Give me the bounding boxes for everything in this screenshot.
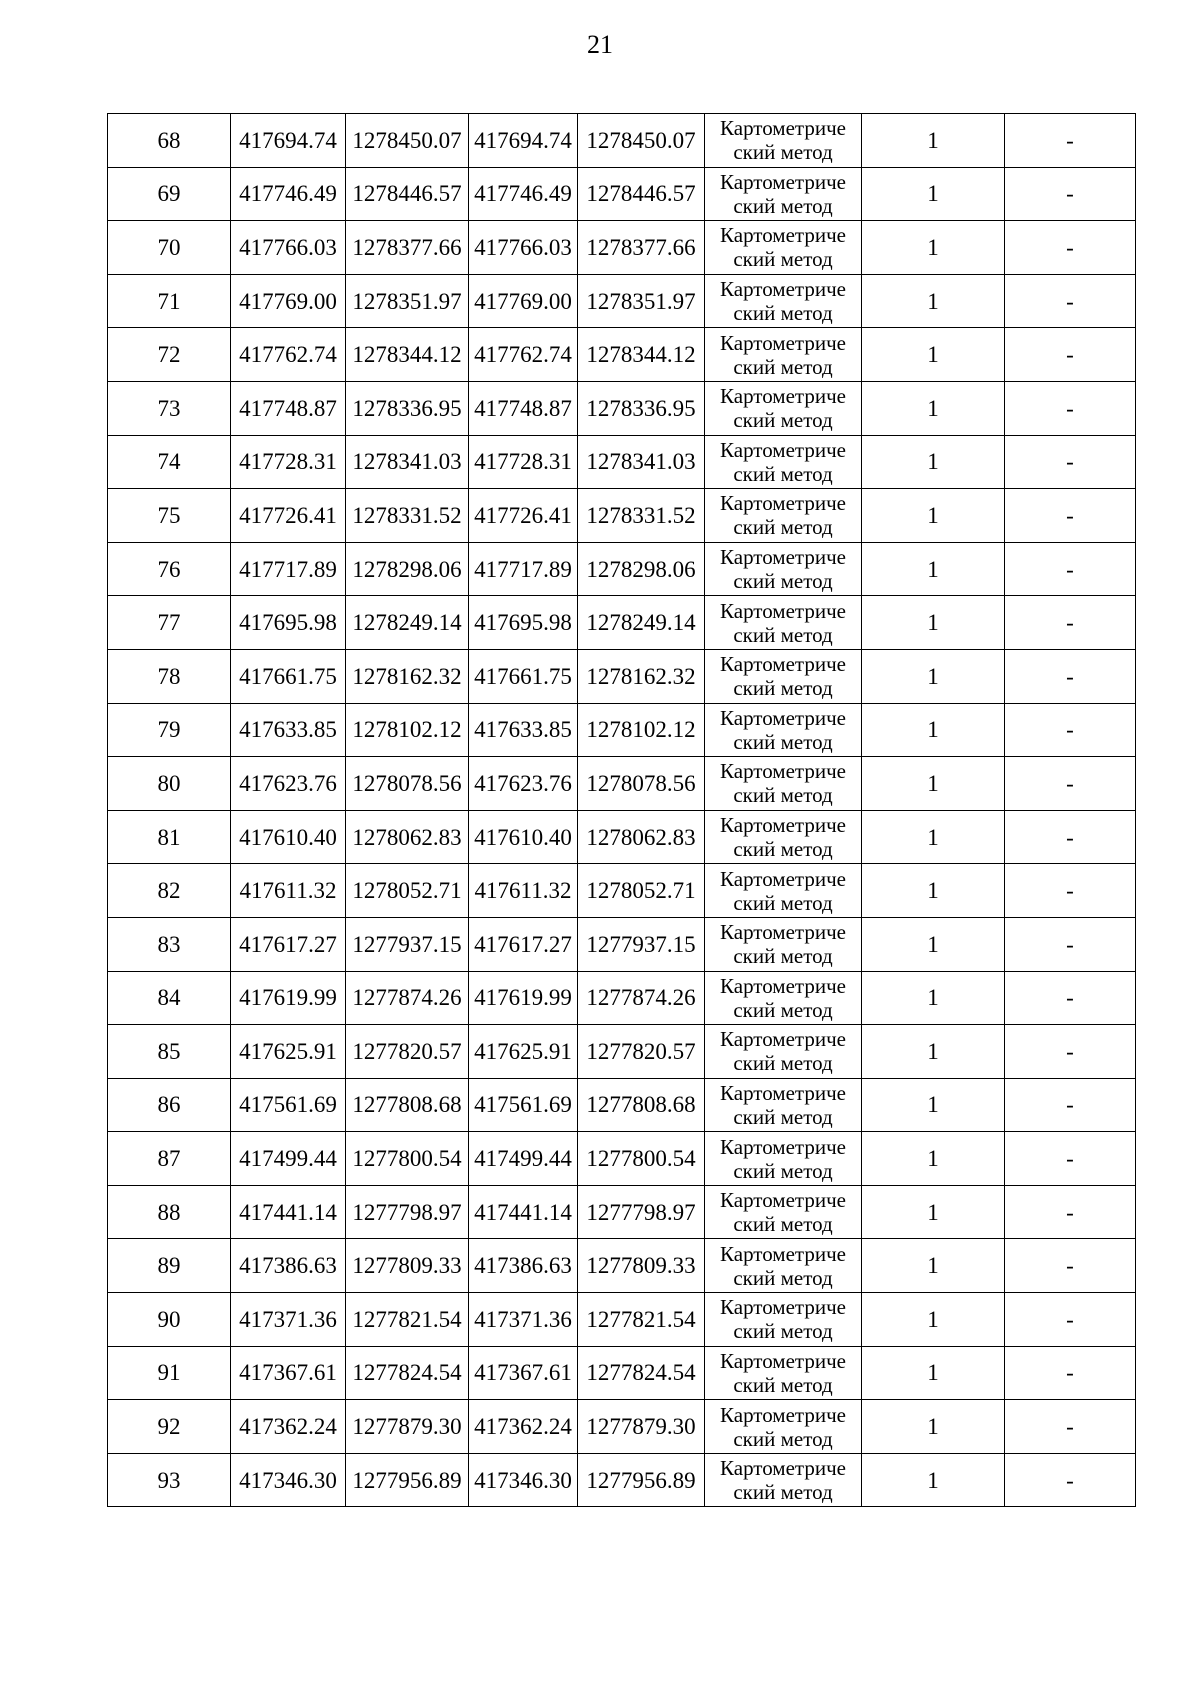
table-row <box>108 489 1136 543</box>
point-number-cell: 84 <box>108 971 231 1025</box>
table-row <box>108 167 1136 221</box>
precision-cell: 1 <box>862 1239 1005 1293</box>
note-cell: - <box>1005 274 1136 328</box>
existing-y-cell: 1277937.15 <box>346 917 469 971</box>
existing-x-cell: 417762.74 <box>231 328 346 382</box>
refined-x-cell: 417441.14 <box>469 1185 578 1239</box>
refined-y-cell: 1277820.57 <box>578 1025 705 1079</box>
method-cell: Картометриче ский метод <box>705 328 862 382</box>
page-number: 21 <box>587 30 613 59</box>
table-row <box>108 917 1136 971</box>
point-number-cell: 91 <box>108 1346 231 1400</box>
point-number-cell: 68 <box>108 114 231 168</box>
refined-y-cell: 1277821.54 <box>578 1293 705 1347</box>
existing-x-cell: 417441.14 <box>231 1185 346 1239</box>
note-cell: - <box>1005 114 1136 168</box>
precision-cell: 1 <box>862 757 1005 811</box>
existing-y-cell: 1278062.83 <box>346 810 469 864</box>
precision-cell: 1 <box>862 1453 1005 1507</box>
existing-y-cell: 1278351.97 <box>346 274 469 328</box>
coordinates-table-body <box>108 114 1136 1507</box>
existing-x-cell: 417611.32 <box>231 864 346 918</box>
point-number-cell: 90 <box>108 1293 231 1347</box>
point-number-cell: 73 <box>108 381 231 435</box>
existing-x-cell: 417661.75 <box>231 649 346 703</box>
existing-y-cell: 1278341.03 <box>346 435 469 489</box>
note-cell: - <box>1005 1400 1136 1454</box>
table-row <box>108 1453 1136 1507</box>
existing-y-cell: 1277879.30 <box>346 1400 469 1454</box>
note-cell: - <box>1005 810 1136 864</box>
table-row <box>108 1025 1136 1079</box>
note-cell: - <box>1005 1239 1136 1293</box>
existing-y-cell: 1278249.14 <box>346 596 469 650</box>
table-row <box>108 274 1136 328</box>
precision-cell: 1 <box>862 1400 1005 1454</box>
note-cell: - <box>1005 1185 1136 1239</box>
table-row <box>108 1185 1136 1239</box>
method-cell: Картометриче ский метод <box>705 221 862 275</box>
existing-x-cell: 417695.98 <box>231 596 346 650</box>
refined-x-cell: 417367.61 <box>469 1346 578 1400</box>
existing-y-cell: 1278078.56 <box>346 757 469 811</box>
refined-x-cell: 417717.89 <box>469 542 578 596</box>
note-cell: - <box>1005 489 1136 543</box>
point-number-cell: 75 <box>108 489 231 543</box>
precision-cell: 1 <box>862 381 1005 435</box>
method-cell: Картометриче ский метод <box>705 542 862 596</box>
refined-x-cell: 417611.32 <box>469 864 578 918</box>
precision-cell: 1 <box>862 810 1005 864</box>
table-row <box>108 864 1136 918</box>
refined-x-cell: 417694.74 <box>469 114 578 168</box>
refined-y-cell: 1278344.12 <box>578 328 705 382</box>
point-number-cell: 77 <box>108 596 231 650</box>
note-cell: - <box>1005 542 1136 596</box>
table-row <box>108 757 1136 811</box>
point-number-cell: 69 <box>108 167 231 221</box>
table-row <box>108 596 1136 650</box>
table-row <box>108 1132 1136 1186</box>
method-cell: Картометриче ский метод <box>705 757 862 811</box>
precision-cell: 1 <box>862 1293 1005 1347</box>
precision-cell: 1 <box>862 1132 1005 1186</box>
existing-x-cell: 417728.31 <box>231 435 346 489</box>
precision-cell: 1 <box>862 489 1005 543</box>
existing-y-cell: 1277824.54 <box>346 1346 469 1400</box>
existing-y-cell: 1277820.57 <box>346 1025 469 1079</box>
point-number-cell: 92 <box>108 1400 231 1454</box>
point-number-cell: 71 <box>108 274 231 328</box>
existing-x-cell: 417766.03 <box>231 221 346 275</box>
refined-y-cell: 1278351.97 <box>578 274 705 328</box>
refined-y-cell: 1277798.97 <box>578 1185 705 1239</box>
table-row <box>108 1078 1136 1132</box>
refined-x-cell: 417695.98 <box>469 596 578 650</box>
existing-y-cell: 1278377.66 <box>346 221 469 275</box>
existing-x-cell: 417748.87 <box>231 381 346 435</box>
method-cell: Картометриче ский метод <box>705 435 862 489</box>
existing-y-cell: 1278344.12 <box>346 328 469 382</box>
method-cell: Картометриче ский метод <box>705 167 862 221</box>
refined-y-cell: 1277879.30 <box>578 1400 705 1454</box>
refined-y-cell: 1277809.33 <box>578 1239 705 1293</box>
existing-y-cell: 1277821.54 <box>346 1293 469 1347</box>
refined-x-cell: 417362.24 <box>469 1400 578 1454</box>
note-cell: - <box>1005 381 1136 435</box>
method-cell: Картометриче ский метод <box>705 1185 862 1239</box>
table-row <box>108 328 1136 382</box>
refined-y-cell: 1277874.26 <box>578 971 705 1025</box>
table-row <box>108 221 1136 275</box>
note-cell: - <box>1005 1453 1136 1507</box>
existing-x-cell: 417346.30 <box>231 1453 346 1507</box>
point-number-cell: 70 <box>108 221 231 275</box>
refined-x-cell: 417625.91 <box>469 1025 578 1079</box>
existing-y-cell: 1278450.07 <box>346 114 469 168</box>
note-cell: - <box>1005 864 1136 918</box>
refined-x-cell: 417371.36 <box>469 1293 578 1347</box>
refined-y-cell: 1278062.83 <box>578 810 705 864</box>
note-cell: - <box>1005 596 1136 650</box>
refined-x-cell: 417766.03 <box>469 221 578 275</box>
existing-y-cell: 1277874.26 <box>346 971 469 1025</box>
refined-y-cell: 1278341.03 <box>578 435 705 489</box>
precision-cell: 1 <box>862 1346 1005 1400</box>
method-cell: Картометриче ский метод <box>705 596 862 650</box>
refined-x-cell: 417561.69 <box>469 1078 578 1132</box>
note-cell: - <box>1005 328 1136 382</box>
method-cell: Картометриче ский метод <box>705 971 862 1025</box>
table-row <box>108 381 1136 435</box>
existing-x-cell: 417746.49 <box>231 167 346 221</box>
method-cell: Картометриче ский метод <box>705 1346 862 1400</box>
existing-x-cell: 417499.44 <box>231 1132 346 1186</box>
note-cell: - <box>1005 221 1136 275</box>
point-number-cell: 81 <box>108 810 231 864</box>
note-cell: - <box>1005 917 1136 971</box>
point-number-cell: 79 <box>108 703 231 757</box>
refined-y-cell: 1277824.54 <box>578 1346 705 1400</box>
existing-y-cell: 1278162.32 <box>346 649 469 703</box>
table-row <box>108 542 1136 596</box>
table-row <box>108 810 1136 864</box>
point-number-cell: 74 <box>108 435 231 489</box>
method-cell: Картометриче ский метод <box>705 114 862 168</box>
refined-y-cell: 1278446.57 <box>578 167 705 221</box>
existing-x-cell: 417561.69 <box>231 1078 346 1132</box>
refined-y-cell: 1278249.14 <box>578 596 705 650</box>
refined-x-cell: 417346.30 <box>469 1453 578 1507</box>
method-cell: Картометриче ский метод <box>705 649 862 703</box>
table-row <box>108 649 1136 703</box>
refined-y-cell: 1278078.56 <box>578 757 705 811</box>
existing-x-cell: 417367.61 <box>231 1346 346 1400</box>
method-cell: Картометриче ский метод <box>705 274 862 328</box>
precision-cell: 1 <box>862 1078 1005 1132</box>
precision-cell: 1 <box>862 435 1005 489</box>
existing-x-cell: 417617.27 <box>231 917 346 971</box>
method-cell: Картометриче ский метод <box>705 810 862 864</box>
existing-x-cell: 417717.89 <box>231 542 346 596</box>
table-row <box>108 435 1136 489</box>
refined-x-cell: 417748.87 <box>469 381 578 435</box>
point-number-cell: 87 <box>108 1132 231 1186</box>
note-cell: - <box>1005 649 1136 703</box>
point-number-cell: 76 <box>108 542 231 596</box>
precision-cell: 1 <box>862 649 1005 703</box>
refined-y-cell: 1278336.95 <box>578 381 705 435</box>
note-cell: - <box>1005 1078 1136 1132</box>
coordinates-table <box>107 113 1136 1507</box>
method-cell: Картометриче ский метод <box>705 1400 862 1454</box>
precision-cell: 1 <box>862 596 1005 650</box>
note-cell: - <box>1005 1132 1136 1186</box>
note-cell: - <box>1005 1025 1136 1079</box>
refined-y-cell: 1277800.54 <box>578 1132 705 1186</box>
method-cell: Картометриче ский метод <box>705 703 862 757</box>
method-cell: Картометриче ский метод <box>705 1293 862 1347</box>
method-cell: Картометриче ский метод <box>705 1453 862 1507</box>
table-row <box>108 1400 1136 1454</box>
refined-x-cell: 417610.40 <box>469 810 578 864</box>
refined-y-cell: 1277937.15 <box>578 917 705 971</box>
existing-y-cell: 1277798.97 <box>346 1185 469 1239</box>
method-cell: Картометриче ский метод <box>705 864 862 918</box>
point-number-cell: 80 <box>108 757 231 811</box>
table-row <box>108 1293 1136 1347</box>
method-cell: Картометриче ский метод <box>705 1239 862 1293</box>
existing-y-cell: 1278298.06 <box>346 542 469 596</box>
point-number-cell: 93 <box>108 1453 231 1507</box>
method-cell: Картометриче ский метод <box>705 1132 862 1186</box>
point-number-cell: 89 <box>108 1239 231 1293</box>
refined-y-cell: 1278377.66 <box>578 221 705 275</box>
note-cell: - <box>1005 703 1136 757</box>
refined-y-cell: 1278102.12 <box>578 703 705 757</box>
precision-cell: 1 <box>862 221 1005 275</box>
refined-x-cell: 417728.31 <box>469 435 578 489</box>
existing-x-cell: 417623.76 <box>231 757 346 811</box>
existing-y-cell: 1277956.89 <box>346 1453 469 1507</box>
point-number-cell: 83 <box>108 917 231 971</box>
precision-cell: 1 <box>862 1025 1005 1079</box>
point-number-cell: 72 <box>108 328 231 382</box>
point-number-cell: 88 <box>108 1185 231 1239</box>
precision-cell: 1 <box>862 542 1005 596</box>
existing-x-cell: 417386.63 <box>231 1239 346 1293</box>
existing-y-cell: 1277800.54 <box>346 1132 469 1186</box>
refined-y-cell: 1277808.68 <box>578 1078 705 1132</box>
refined-x-cell: 417633.85 <box>469 703 578 757</box>
existing-x-cell: 417362.24 <box>231 1400 346 1454</box>
table-row <box>108 971 1136 1025</box>
refined-x-cell: 417623.76 <box>469 757 578 811</box>
point-number-cell: 86 <box>108 1078 231 1132</box>
precision-cell: 1 <box>862 971 1005 1025</box>
existing-x-cell: 417726.41 <box>231 489 346 543</box>
existing-y-cell: 1278331.52 <box>346 489 469 543</box>
existing-x-cell: 417694.74 <box>231 114 346 168</box>
point-number-cell: 82 <box>108 864 231 918</box>
existing-x-cell: 417371.36 <box>231 1293 346 1347</box>
existing-y-cell: 1277809.33 <box>346 1239 469 1293</box>
refined-y-cell: 1278052.71 <box>578 864 705 918</box>
table-row <box>108 1239 1136 1293</box>
table-row <box>108 114 1136 168</box>
note-cell: - <box>1005 971 1136 1025</box>
note-cell: - <box>1005 1293 1136 1347</box>
refined-x-cell: 417661.75 <box>469 649 578 703</box>
table-row <box>108 1346 1136 1400</box>
refined-x-cell: 417499.44 <box>469 1132 578 1186</box>
existing-x-cell: 417625.91 <box>231 1025 346 1079</box>
note-cell: - <box>1005 167 1136 221</box>
precision-cell: 1 <box>862 1185 1005 1239</box>
note-cell: - <box>1005 1346 1136 1400</box>
refined-x-cell: 417762.74 <box>469 328 578 382</box>
precision-cell: 1 <box>862 114 1005 168</box>
precision-cell: 1 <box>862 864 1005 918</box>
existing-y-cell: 1278446.57 <box>346 167 469 221</box>
precision-cell: 1 <box>862 167 1005 221</box>
existing-y-cell: 1278052.71 <box>346 864 469 918</box>
precision-cell: 1 <box>862 328 1005 382</box>
refined-x-cell: 417726.41 <box>469 489 578 543</box>
refined-x-cell: 417746.49 <box>469 167 578 221</box>
precision-cell: 1 <box>862 703 1005 757</box>
existing-x-cell: 417769.00 <box>231 274 346 328</box>
refined-x-cell: 417386.63 <box>469 1239 578 1293</box>
method-cell: Картометриче ский метод <box>705 1078 862 1132</box>
refined-y-cell: 1278162.32 <box>578 649 705 703</box>
existing-y-cell: 1277808.68 <box>346 1078 469 1132</box>
refined-x-cell: 417769.00 <box>469 274 578 328</box>
refined-x-cell: 417619.99 <box>469 971 578 1025</box>
method-cell: Картометриче ский метод <box>705 489 862 543</box>
method-cell: Картометриче ский метод <box>705 381 862 435</box>
existing-y-cell: 1278336.95 <box>346 381 469 435</box>
table-row <box>108 703 1136 757</box>
existing-y-cell: 1278102.12 <box>346 703 469 757</box>
refined-y-cell: 1277956.89 <box>578 1453 705 1507</box>
refined-y-cell: 1278298.06 <box>578 542 705 596</box>
refined-x-cell: 417617.27 <box>469 917 578 971</box>
precision-cell: 1 <box>862 917 1005 971</box>
precision-cell: 1 <box>862 274 1005 328</box>
refined-y-cell: 1278450.07 <box>578 114 705 168</box>
note-cell: - <box>1005 435 1136 489</box>
existing-x-cell: 417633.85 <box>231 703 346 757</box>
existing-x-cell: 417619.99 <box>231 971 346 1025</box>
existing-x-cell: 417610.40 <box>231 810 346 864</box>
method-cell: Картометриче ский метод <box>705 1025 862 1079</box>
note-cell: - <box>1005 757 1136 811</box>
method-cell: Картометриче ский метод <box>705 917 862 971</box>
point-number-cell: 85 <box>108 1025 231 1079</box>
refined-y-cell: 1278331.52 <box>578 489 705 543</box>
point-number-cell: 78 <box>108 649 231 703</box>
